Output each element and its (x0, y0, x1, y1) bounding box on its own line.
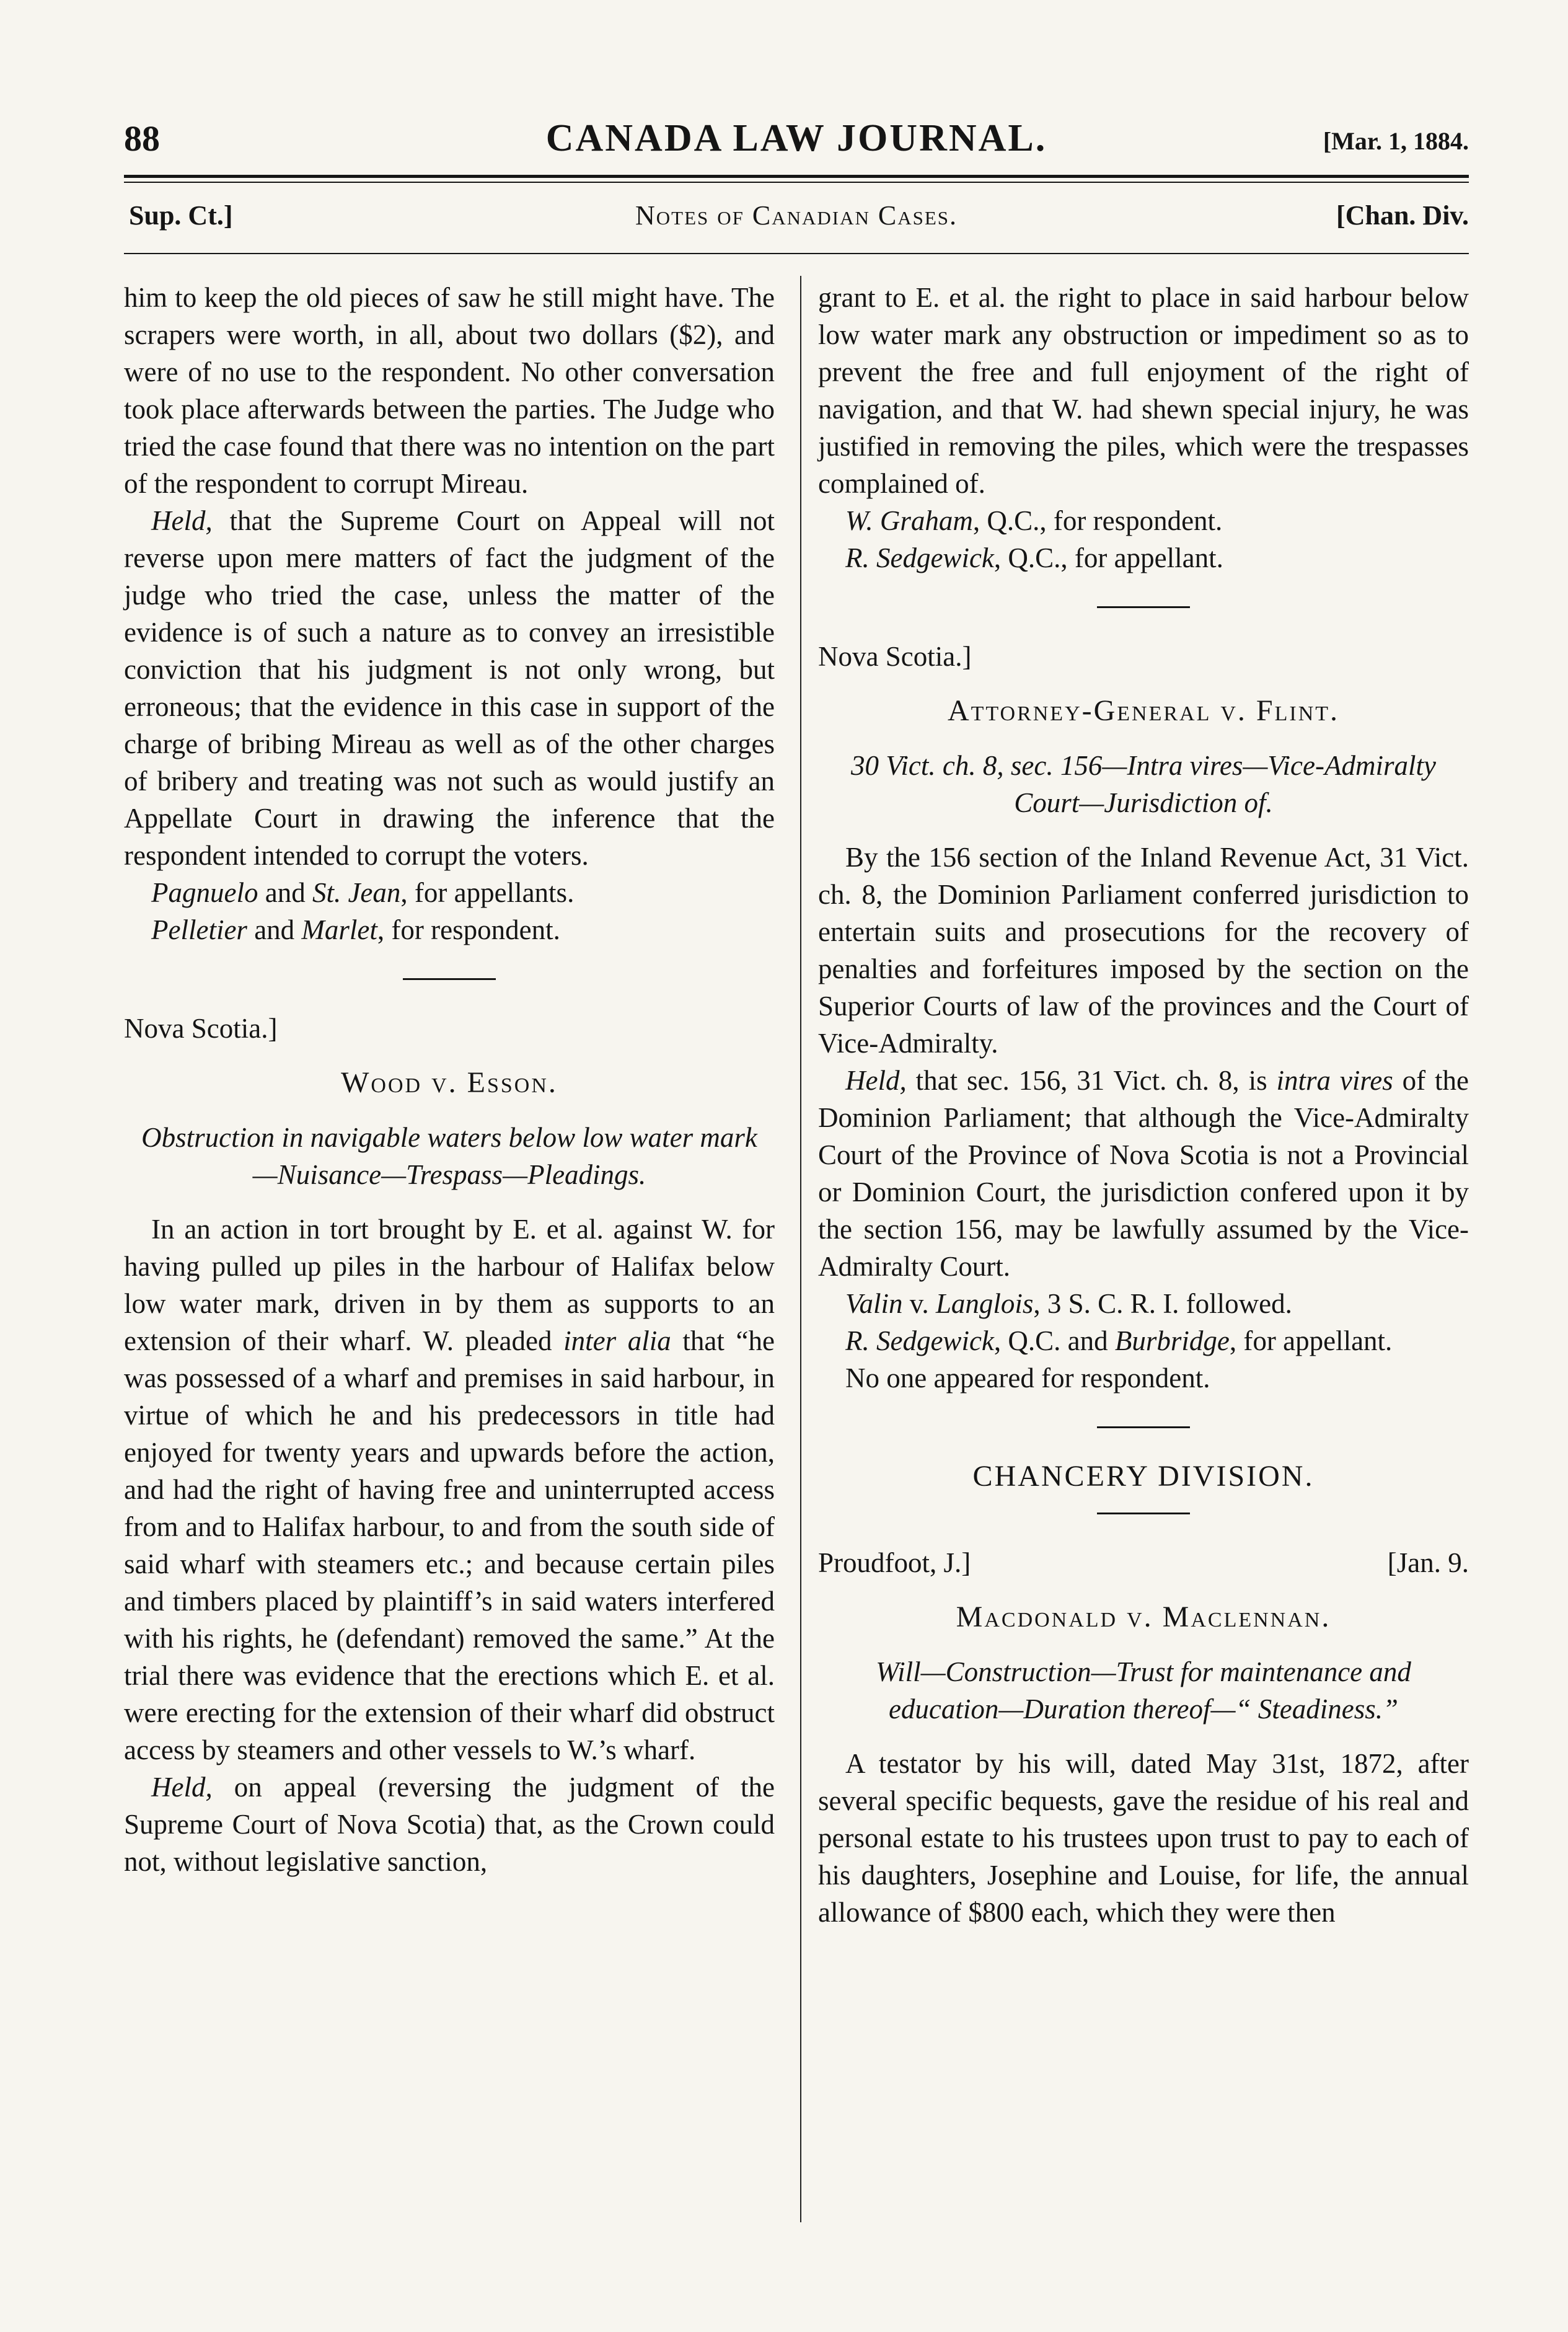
counsel-name: W. Graham (845, 505, 973, 536)
page-number: 88 (124, 118, 160, 159)
held-label: Held, (845, 1065, 907, 1096)
counsel-name: Pelletier (151, 914, 247, 945)
held-label: Held, (151, 1772, 213, 1803)
case-catchwords: Will—Construction—Trust for maintenance and education—Duration thereof—“ Steadiness.” (876, 1656, 1411, 1725)
case-catchwords: Obstruction in navigable waters below low water mark—Nuisance—Trespass—Pleadings. (141, 1122, 757, 1190)
held-paragraph: Held, that sec. 156, 31 Vict. ch. 8, is intra vires of the Dominion Parliament; that although the Vice-Admiralty Court of the Province of Nova Scotia is not a Provincial or Dominion Court, the jurisdiction confered upon it by the section 156, may be lawfully assumed by the Vice-Admiralty Court. (818, 1065, 1469, 1282)
counsel-line-respondent: W. Graham, Q.C., for respondent. (845, 505, 1223, 536)
no-appearance-note: No one appeared for respondent. (845, 1363, 1210, 1393)
held-text: that the Supreme Court on Appeal will not reverse upon mere matters of fact the judgment of the judge who tried the case, unless the matter of the evidence is of such a nature as to convey an irresistible conviction that his judgment is not only wrong, but erroneous; that the evidence in this case in support of the charge of bribing Mireau as well as of the other charges of bribery and treating was not such as would justify an Appellate Court in drawing the inference that the respondent intended to corrupt the voters. (124, 505, 775, 871)
counsel-name: St. Jean (312, 877, 401, 908)
column-divider (800, 276, 801, 2222)
case-facts-paragraph: In an action in tort brought by E. et al. against W. for having pulled up piles in the harbour of Halifax below low water mark, driven in by them as supports to an extension of their wharf. W. pleaded inter alia that “he was possessed of a wharf and premises in said harbour, in virtue of which he and his predecessors in title had enjoyed for twenty years and upwards before the action, and had the right of having free and uninterrupted access from and to Halifax harbour, to and from the south side of said wharf with steamers etc.; and because certain piles and timbers placed by plaintiff’s in said waters interfered with his rights, he (defendant) removed the same.” At the trial there was evidence that the erections which E. et al. were erecting for the extension of their wharf did obstruct access by steamers and other vessels to W.’s wharf. (124, 1214, 775, 1765)
header-rule-thin (124, 182, 1469, 183)
case-facts-paragraph: A testator by his will, dated May 31st, 1872, after several specific bequests, gave the residue of his real and personal estate to his trustees upon trust to pay to each of his daughters, Josephine and Louise, for life, the annual allowance of $800 each, which they were then (818, 1748, 1469, 1928)
judge-line (818, 1544, 1469, 1581)
judgment-date: [Jan. 9. (1387, 1547, 1469, 1578)
held-label: Held, (151, 505, 213, 536)
counsel-line-appellants: Pagnuelo and St. Jean, for appellants. (151, 877, 575, 908)
counsel-name: Pagnuelo (151, 877, 258, 908)
counsel-name: Marlet (301, 914, 377, 945)
paragraph-continuation: him to keep the old pieces of saw he still might have. The scrapers were worth, in all, about two dollars ($2), and were of no use to the respondent. No other conversation took place afterwards between the parties. The Judge who tried the case found that there was no intention on the part of the respondent to corrupt Mireau. (124, 282, 775, 499)
case-title: Attorney-General v. Flint. (947, 694, 1340, 727)
subheader-center: Notes of Canadian Cases. (635, 200, 958, 231)
judge-name: Proudfoot, J.] (818, 1547, 971, 1578)
counsel-line-appellant: R. Sedgewick, Q.C., for appellant. (845, 542, 1223, 573)
section-subheader (124, 200, 1469, 243)
issue-date: [Mar. 1, 1884. (1323, 127, 1469, 155)
counsel-name: R. Sedgewick (845, 542, 994, 573)
counsel-line-appellant: R. Sedgewick, Q.C. and Burbridge, for appellant. (845, 1325, 1393, 1356)
court-location: Nova Scotia.] (818, 641, 972, 672)
held-paragraph (124, 1769, 775, 1880)
held-paragraph (124, 502, 775, 874)
counsel-line-respondent: Pelletier and Marlet, for respondent. (151, 914, 560, 945)
left-column (124, 279, 775, 1880)
counsel-name: R. Sedgewick (845, 1325, 994, 1356)
running-header (124, 112, 1469, 174)
held-text: on appeal (reversing the judgment of the Supreme Court of Nova Scotia) that, as the Crown could not, without legislative sanction, (124, 1772, 775, 1877)
paragraph-continuation: grant to E. et al. the right to place in said harbour below low water mark any obstruction or impediment so as to prevent the free and full enjoyment of the right of navigation, and that W. had shewn special injury, he was justified in removing the piles, which were the trespasses complained of. (818, 282, 1469, 499)
subheader-left: Sup. Ct.] (129, 200, 233, 231)
case-title: Wood v. Esson. (341, 1066, 558, 1099)
header-rule-thick (124, 175, 1469, 178)
case-citation: Valin v. Langlois, 3 S. C. R. I. followed. (845, 1288, 1292, 1319)
journal-title: CANADA LAW JOURNAL. (545, 117, 1047, 159)
subheader-right: [Chan. Div. (1336, 200, 1469, 231)
latin-phrase: intra vires (1276, 1065, 1393, 1096)
case-title: Macdonald v. Maclennan. (956, 1601, 1331, 1633)
division-heading: CHANCERY DIVISION. (972, 1460, 1315, 1493)
case-facts-paragraph: By the 156 section of the Inland Revenue Act, 31 Vict. ch. 8, the Dominion Parliament conferred jurisdiction to entertain suits and prosecutions for the recovery of penalties and forfeitures imposed by the section on the Superior Courts of law of the provinces and the Court of Vice-Admiralty. (818, 842, 1469, 1059)
right-column (818, 279, 1469, 1931)
latin-phrase: inter alia (563, 1325, 671, 1356)
court-location: Nova Scotia.] (124, 1013, 278, 1044)
counsel-name: Burbridge (1114, 1325, 1230, 1356)
case-catchwords: 30 Vict. ch. 8, sec. 156—Intra vires—Vice-Admiralty Court—Jurisdiction of. (851, 750, 1436, 818)
subheader-rule (124, 253, 1469, 254)
